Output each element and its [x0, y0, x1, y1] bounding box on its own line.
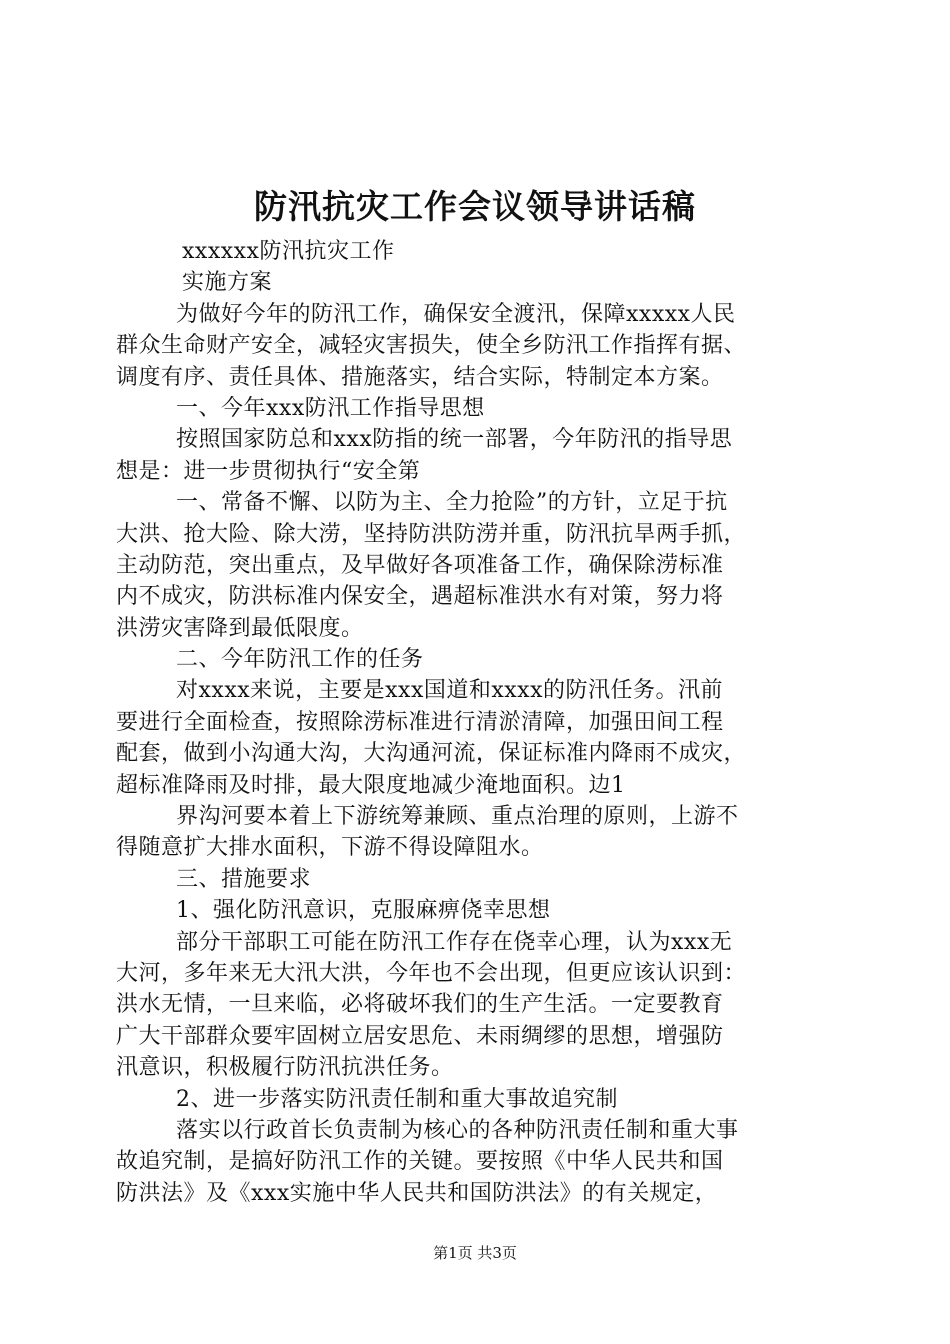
paragraph-start: 部分干部职工可能在防汛工作存在侥幸心理，认为xxx无 — [176, 929, 733, 955]
text-line: 洪水无情，一旦来临，必将破坏我们的生产生活。一定要教育 — [116, 992, 724, 1018]
text-line: 汛意识，积极履行防汛抗洪任务。 — [116, 1055, 454, 1081]
paragraph-start: 按照国家防总和xxx防指的统一部署，今年防汛的指导思 — [176, 427, 733, 453]
text-line: xxxxxx防汛抗灾工作 — [182, 239, 395, 264]
text-line: 广大干部群众要牢固树立居安思危、未雨绸缪的思想，增强防 — [116, 1023, 724, 1049]
text-line: 得随意扩大排水面积，下游不得设障阻水。 — [116, 835, 544, 861]
section-heading: 一、今年xxx防汛工作指导思想 — [176, 395, 485, 421]
section-heading: 二、今年防汛工作的任务 — [176, 647, 424, 673]
paragraph-start: 落实以行政首长负责制为核心的各种防汛责任制和重大事 — [176, 1117, 739, 1143]
paragraph-start: 一、常备不懈、以防为主、全力抢险”的方针，立足于抗 — [176, 490, 728, 516]
paragraph-start: 界沟河要本着上下游统筹兼顾、重点治理的原则，上游不 — [176, 804, 739, 830]
text-line: 故追究制，是搞好防汛工作的关键。要按照《中华人民共和国 — [116, 1149, 724, 1175]
text-line: 超标准降雨及时排，最大限度地减少淹地面积。边1 — [116, 772, 626, 798]
subsection-heading: 2、进一步落实防汛责任制和重大事故追究制 — [176, 1086, 618, 1112]
text-line: 主动防范，突出重点，及早做好各项准备工作，确保除涝标准 — [116, 552, 724, 578]
paragraph-start: 对xxxx来说，主要是xxx国道和xxxx的防汛任务。汛前 — [176, 678, 723, 704]
text-line: 想是：进一步贯彻执行“安全第 — [116, 458, 421, 484]
text-line: 防洪法》及《xxx实施中华人民共和国防洪法》的有关规定， — [116, 1180, 718, 1206]
text-line: 要进行全面检查，按照除涝标准进行清淤清障，加强田间工程 — [116, 709, 724, 735]
subsection-heading: 1、强化防汛意识，克服麻痹侥幸思想 — [176, 898, 551, 924]
text-line: 配套，做到小沟通大沟，大沟通河流，保证标准内降雨不成灾， — [116, 741, 747, 767]
text-line: 调度有序、责任具体、措施落实，结合实际，特制定本方案。 — [116, 364, 724, 390]
document-body — [116, 236, 836, 1209]
text-line: 大洪、抢大险、除大涝，坚持防洪防涝并重，防汛抗旱两手抓， — [116, 521, 747, 547]
document-title: 防汛抗灾工作会议领导讲话稿 — [254, 187, 696, 226]
text-line: 洪涝灾害降到最低限度。 — [116, 615, 364, 641]
text-line: 大河，多年来无大汛大洪，今年也不会出现，但更应该认识到： — [116, 960, 747, 986]
section-heading: 三、措施要求 — [176, 866, 312, 892]
text-line: 内不成灾，防洪标准内保安全，遇超标准洪水有对策，努力将 — [116, 584, 724, 610]
paragraph-start: 为做好今年的防汛工作，确保安全渡汛，保障xxxxx人民 — [176, 301, 736, 327]
page-footer: 第1页 共3页 — [433, 1244, 517, 1262]
text-line: 实施方案 — [182, 270, 273, 296]
text-line: 群众生命财产安全，减轻灾害损失，使全乡防汛工作指挥有据、 — [116, 333, 747, 359]
